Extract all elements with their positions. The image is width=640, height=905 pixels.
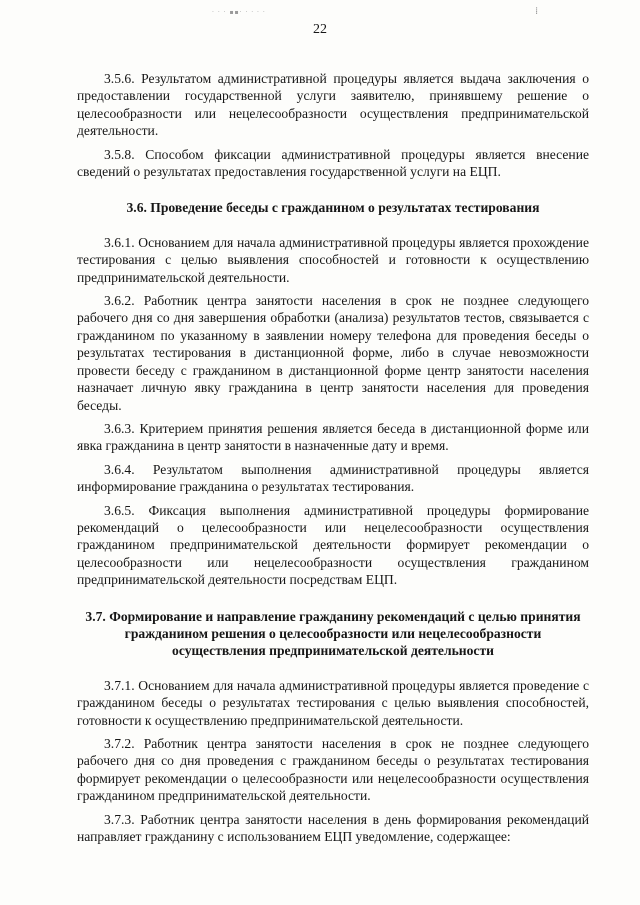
paragraph-3-7-1: 3.7.1. Основанием для начала административной процедуры является проведение с гражданином беседы о результатах тестирования с целью выявления способностей, готовности к осуществлению предпринимательской деятельности.: [77, 677, 589, 728]
paragraph-3-6-2: 3.6.2. Работник центра занятости населения в срок не позднее следующего рабочего дня со дня завершения обработки (анализа) результатов тестов, связывается с гражданином по указанному в заявлении номеру телефона для проведения беседы о результатах тестирования в дистанционной форме, либо в случае невозможности провести беседу с гражданином в дистанционной форме центр занятости населения назначает личную явку гражданина в центр занятости населения для проведения беседы.: [77, 293, 589, 413]
paragraph-3-6-3: 3.6.3. Критерием принятия решения является беседа в дистанционной форме или явка гражданина в центр занятости в назначенные дату и время.: [77, 420, 589, 454]
document-body: [77, 70, 589, 851]
section-heading-3-6: 3.6. Проведение беседы с гражданином о результатах тестирования: [126, 200, 540, 216]
paragraph-3-6-4: 3.6.4. Результатом выполнения административной процедуры является информирование гражданина о результатах тестирования.: [77, 461, 589, 495]
section-3-6: [77, 199, 589, 588]
section-3-5: [77, 70, 589, 180]
scan-artifact: ⁞: [535, 6, 540, 17]
paragraph-3-5-6: 3.5.6. Результатом административной процедуры является выдача заключения о предоставлении государственной услуги заявителю, принявшему решение о целесообразности или нецелесообразности осуществления предпринимательской деятельности.: [77, 71, 589, 139]
scan-artifact: · · · ▪▪· · · · ·: [212, 9, 266, 16]
paragraph-3-6-1: 3.6.1. Основанием для начала административной процедуры является прохождение тестирования с целью выявления способностей и готовности к осуществлению предпринимательской деятельности.: [77, 234, 589, 285]
paragraph-3-6-5: 3.6.5. Фиксация выполнения административной процедуры формирование рекомендаций о целесообразности или нецелесообразности осуществления гражданином предпринимательской деятельности формирует рекомендации о целесообразности или нецелесообразности осуществления гражданином предпринимательской деятельности посредствам ЕЦП.: [77, 502, 589, 588]
paragraph-3-5-8: 3.5.8. Способом фиксации административной процедуры является внесение сведений о результатах предоставления государственной услуги на ЕЦП.: [77, 146, 589, 180]
paragraph-3-7-2: 3.7.2. Работник центра занятости населения в срок не позднее следующего рабочего дня со дня проведения с гражданином беседы о результатах тестирования формирует рекомендации о целесообразности или нецелесообразности осуществления гражданином предпринимательской деятельности.: [77, 736, 589, 804]
paragraph-3-7-3: 3.7.3. Работник центра занятости населения в день формирования рекомендаций направляет гражданину с использованием ЕЦП уведомление, содержащее:: [77, 811, 589, 845]
section-3-7: [77, 608, 589, 846]
page-number: 22: [313, 22, 327, 37]
section-heading-3-7: 3.7. Формирование и направление гражданину рекомендаций с целью принятия гражданином решения о целесообразности или нецелесообразности осуществления предпринимательской деятельности: [85, 608, 581, 659]
